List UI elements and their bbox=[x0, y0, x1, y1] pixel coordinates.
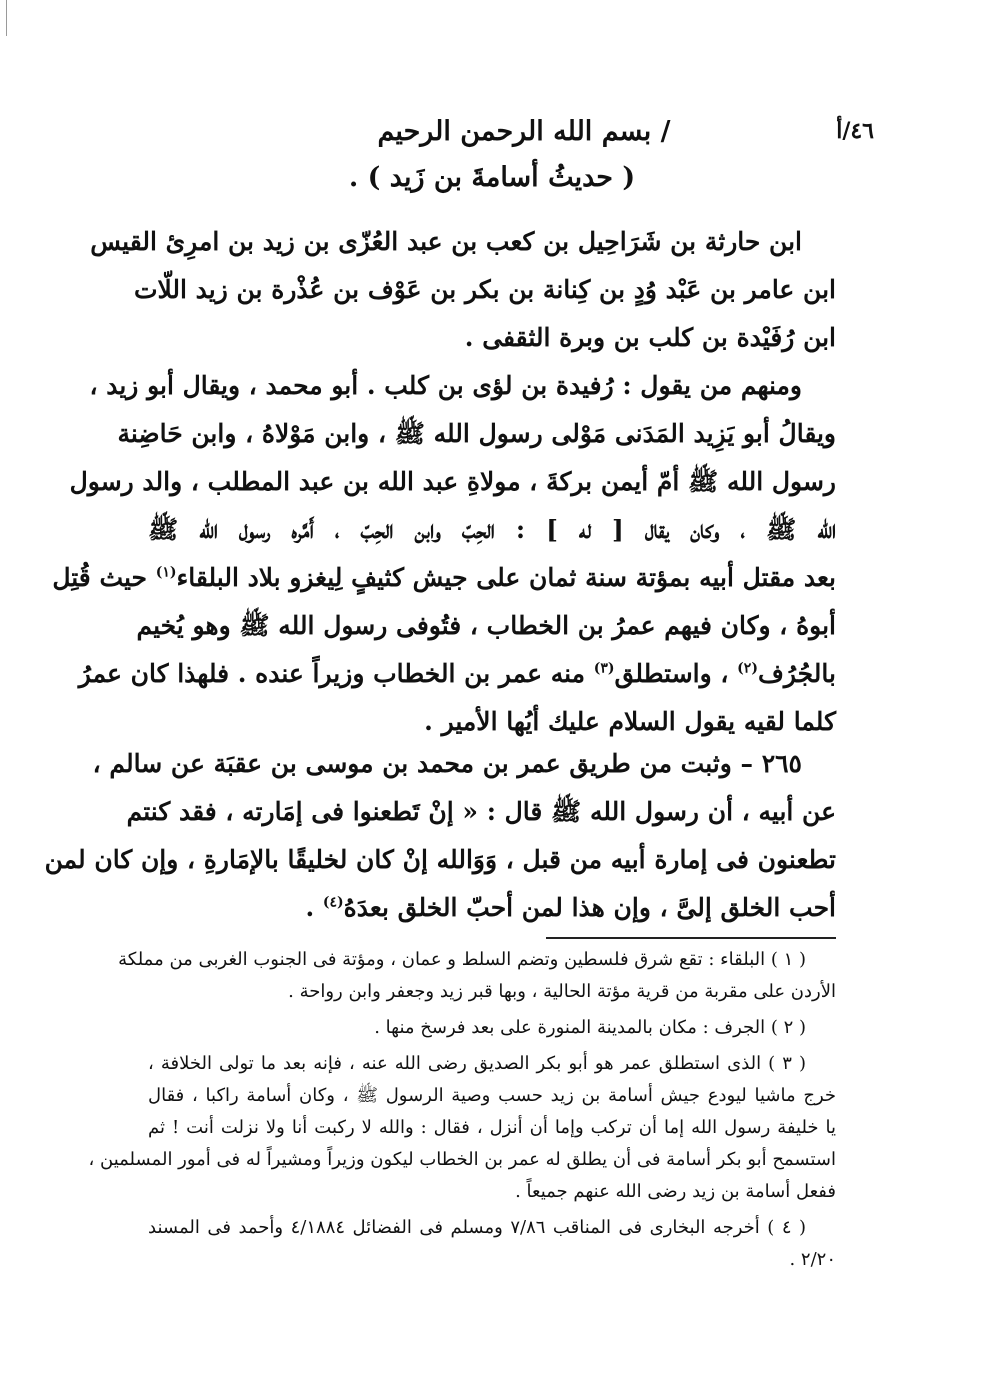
text-segment: بالجُرُف bbox=[757, 659, 836, 688]
footnotes bbox=[88, 944, 836, 1276]
text-line: كلما لقيه يقول السلام عليك أيُها الأمير . bbox=[424, 707, 836, 736]
text-line bbox=[78, 650, 836, 698]
folio-number: ٤٦/أ bbox=[836, 118, 874, 144]
basmala-heading: / بسم الله الرحمن الرحيم bbox=[377, 116, 671, 147]
text-line: رسول الله ﷺ أمّ أيمن بركةَ ، مولاةِ عبد الله بن عبد المطلب ، والد رسول bbox=[69, 467, 836, 496]
paragraph-lineage bbox=[90, 218, 836, 362]
footnote-line: ففعل أسامة بن زيد رضى الله عنهم جميعاً . bbox=[515, 1181, 836, 1202]
text-line: ٢٦٥ – وثبت من طريق عمر بن محمد بن موسى بن عقبَة عن سالم ، bbox=[92, 749, 802, 778]
footnote-line: ٢/٢٠ . bbox=[789, 1249, 836, 1270]
footnote-ref: (٤) bbox=[322, 894, 344, 911]
footnote-ref: (٢) bbox=[737, 660, 758, 677]
footnote-line: استسمح أبو بكر أسامة فى أن يطلق له عمر بن الخطاب ليكون وزيراً ومشيراً له فى أمور المسلمين ، bbox=[88, 1149, 836, 1170]
footnote-line: ( ٣ ) الذى استطلق عمر هو أبو بكر الصديق رضى الله عنه ، فإنه بعد ما تولى الخلافة ، bbox=[148, 1053, 806, 1074]
text-segment: أحب الخلق إلىَّ ، وإن هذا لمن أحبّ الخلق بعدَهُ bbox=[343, 893, 836, 922]
text-segment: بعد مقتل أبيه بمؤتة سنة ثمان على جيش كثيفٍ لِيغزو بلاد البلقاء bbox=[176, 563, 836, 592]
scan-edge-mark bbox=[6, 0, 7, 36]
text-line: ابن حارثة بن شَرَاحِيل بن كعب بن عبد العُزّى بن زيد بن امرِئ القيس bbox=[90, 227, 802, 256]
footnote-divider bbox=[546, 937, 836, 939]
text-line: تطعنون فى إمارة أبيه من قبل ، وَوَالله إنْ كان لخليقًا بالإمَارةِ ، وإن كان لمن bbox=[44, 845, 836, 874]
text-segment: . bbox=[305, 893, 323, 922]
footnote-line: خرج ماشيا ليودع جيش أسامة بن زيد حسب وصية الرسول ﷺ ، وكان أسامة راكبا ، فقال bbox=[148, 1085, 836, 1106]
footnote-line: ( ٤ ) أخرجه البخارى فى المناقب ٧/٨٦ ومسلم فى الفضائل ٤/١٨٨٤ وأحمد فى المسند bbox=[148, 1217, 807, 1238]
footnote-line: الأردن على مقربة من قرية مؤتة الحالية ، وبها قبر زيد وجعفر وابن رواحة . bbox=[288, 981, 836, 1002]
footnote-line: ( ٢ ) الجرف : مكان بالمدينة المنورة على بعد فرسخ منها . bbox=[374, 1017, 806, 1038]
text-line bbox=[148, 884, 836, 932]
text-line: أبوهُ ، وكان فيهم عمرُ بن الخطاب ، فتُوفى رسول الله ﷺ وهو يُخيم bbox=[136, 611, 836, 640]
text-line: ابن رُفَيْدة بن كلب بن وبرة الثقفى . bbox=[464, 323, 836, 352]
text-segment: ، واستطلق bbox=[614, 659, 738, 688]
text-line: ويقالُ أبو يَزِيد المَدَنى مَوْلى رسول الله ﷺ ، وابن مَوْلاهُ ، وابن حَاضِنة bbox=[117, 419, 836, 448]
text-line: ابن عامر بن عَبْد وُدٍ بن كِنانة بن بكر بن عَوْف بن عُذْرة بن زيد اللّات bbox=[133, 275, 836, 304]
text-segment: حيث قُتِل bbox=[52, 563, 156, 592]
text-line: ومنهم من يقول : رُفيدة بن لؤى بن كلب . أبو محمد ، ويقال أبو زيد ، bbox=[89, 371, 802, 400]
footnote-ref: (٣) bbox=[593, 660, 615, 677]
text-line bbox=[52, 554, 836, 602]
hadith-title: ( حديثُ أسامةَ بن زَيد ) . bbox=[348, 162, 636, 193]
text-segment: منه عمر بن الخطاب وزيراً عنده . فلهذا كان عمرُ bbox=[78, 659, 594, 688]
footnote-line: يا خليفة رسول الله إما أن تركب وإما أن أنزل ، فقال : والله لا ركبت أنا ولا نزلت أنت ! ثم bbox=[148, 1117, 836, 1138]
paragraph-hadith-265 bbox=[44, 740, 836, 932]
footnote-ref: (١) bbox=[155, 564, 177, 581]
paragraph-biography bbox=[52, 362, 836, 746]
footnote-line: ( ١ ) البلقاء : تقع شرق فلسطين وتضم السلط و عمان ، ومؤتة فى الجنوب الغربى من مملكة bbox=[118, 949, 806, 970]
text-line: الله ﷺ ، وكان يقال [ له ] : الحِبّ وابن الحِبّ ، أَمَّره رسول الله ﷺ bbox=[148, 515, 836, 544]
text-line: عن أبيه ، أن رسول الله ﷺ قال : « إنْ تَطعنوا فى إمَارته ، فقد كنتم bbox=[126, 797, 836, 826]
